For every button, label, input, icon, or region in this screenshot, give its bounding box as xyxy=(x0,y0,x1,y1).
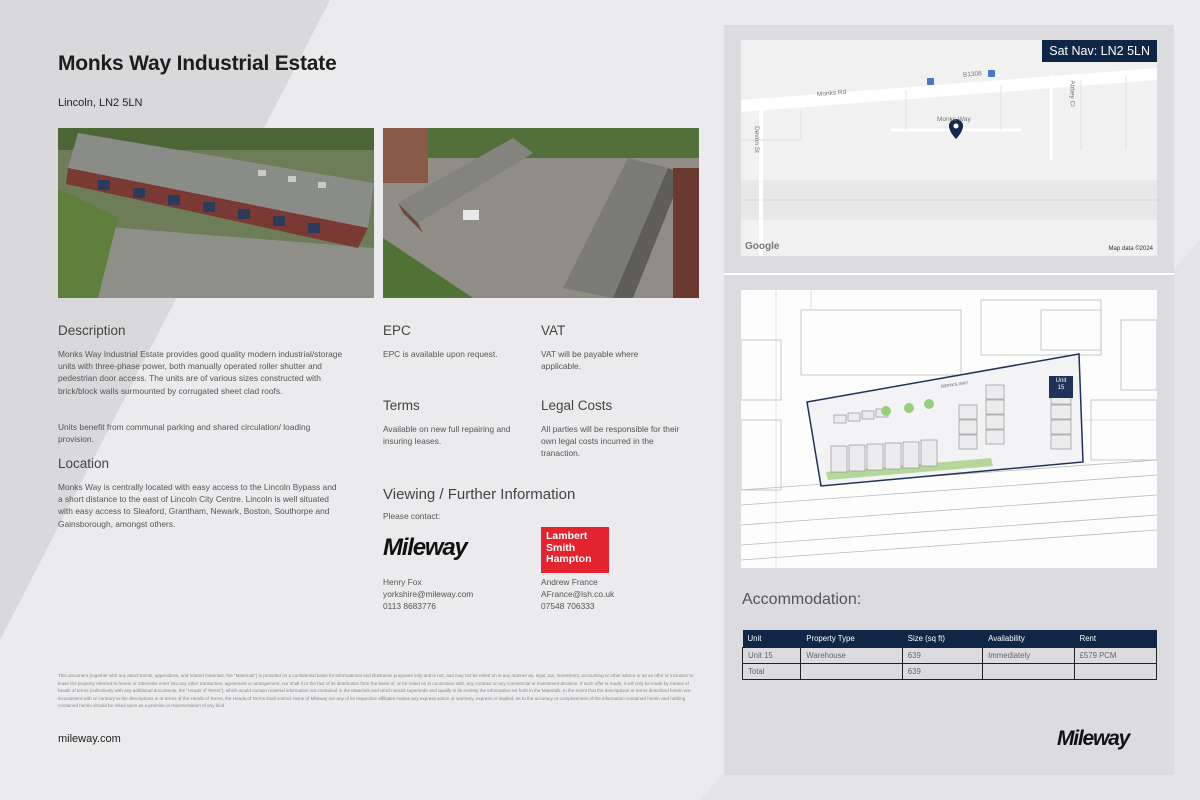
unit-label-line: 15 xyxy=(1057,385,1065,391)
map-label-road: Devon St xyxy=(752,126,760,153)
column-header: Property Type xyxy=(801,630,902,647)
map-label-road: Monks Rd xyxy=(816,88,847,99)
table-cell xyxy=(801,663,902,679)
contact-phone-lsh[interactable]: 07548 706333 xyxy=(541,601,595,611)
lsh-logo-line: Lambert xyxy=(546,530,588,542)
column-header: Rent xyxy=(1074,630,1156,647)
location-text: Monks Way is centrally located with easy access to the Lincoln Bypass and a short distance to the east of Lincoln City Centre. Lincoln is well situated with easy access to Sleaford, Grantham, Newark, Boston, Southorpe and Gainsborough, amongst others. xyxy=(58,482,337,529)
lsh-logo-line: Hampton xyxy=(546,553,592,565)
table-row xyxy=(743,663,1157,679)
description-text: Monks Way Industrial Estate provides good quality modern industrial/storage units with three-phase power, both manually operated roller shutter and pedestrian door access. The units are of various sizes constructed with brick/block walls surmounted by corrugated sheet clad roofs. xyxy=(58,349,343,396)
unit-15-label xyxy=(1051,378,1071,392)
contact-email-lsh[interactable]: AFrance@lsh.co.uk xyxy=(541,589,615,599)
lsh-logo xyxy=(541,527,609,573)
column-header: Availability xyxy=(983,630,1074,647)
table-cell xyxy=(983,663,1074,679)
vat-text: VAT will be payable where applicable. xyxy=(541,349,639,372)
description-parking-text: Units benefit from communal parking and shared circulation/ loading provision. xyxy=(58,422,311,445)
aerial-photo-yard xyxy=(383,128,699,298)
contact-prompt: Please contact: xyxy=(383,511,441,521)
accommodation-heading: Accommodation: xyxy=(742,591,862,608)
panel-divider xyxy=(724,273,1174,275)
epc-heading: EPC xyxy=(383,323,411,338)
terms-text: Available on new full repairing and insuring leases. xyxy=(383,424,511,447)
site-plan-road-label: MONKS WAY xyxy=(940,380,969,389)
description-heading: Description xyxy=(58,323,126,338)
contact-phone-mileway[interactable]: 0113 8683776 xyxy=(383,601,436,611)
contact-name-lsh: Andrew France xyxy=(541,577,598,587)
table-cell: Total xyxy=(743,663,801,679)
page-title: Monks Way Industrial Estate xyxy=(58,52,337,75)
google-logo: Google xyxy=(745,241,780,252)
sat-nav-badge: Sat Nav: LN2 5LN xyxy=(1042,40,1157,62)
lsh-logo-line: Smith xyxy=(546,541,576,554)
unit-label-line: Unit xyxy=(1055,378,1067,384)
column-header: Unit xyxy=(743,630,801,647)
property-address: Lincoln, LN2 5LN xyxy=(58,97,143,109)
table-cell: Warehouse xyxy=(801,647,902,663)
table-cell: 639 xyxy=(902,663,982,679)
map-attribution: Map data ©2024 xyxy=(1108,246,1153,252)
map-label-road: B1308 xyxy=(962,70,983,79)
column-header: Size (sq ft) xyxy=(902,630,982,647)
table-cell xyxy=(1074,663,1156,679)
mileway-footer-logo: Mileway xyxy=(1057,727,1130,750)
aerial-photo-front xyxy=(58,128,374,298)
site-plan xyxy=(741,290,1157,568)
location-map[interactable] xyxy=(741,40,1157,256)
contact-email-mileway[interactable]: yorkshire@mileway.com xyxy=(383,589,474,599)
legal-costs-text: All parties will be responsible for their own legal costs incurred in the tranaction. xyxy=(541,424,680,459)
legal-costs-heading: Legal Costs xyxy=(541,398,613,413)
epc-text: EPC is available upon request. xyxy=(383,349,498,359)
table-cell: £579 PCM xyxy=(1074,647,1156,663)
map-roads xyxy=(741,40,1157,256)
footer-website-link[interactable]: mileway.com xyxy=(58,733,121,745)
table-row xyxy=(743,647,1157,663)
table-header-row xyxy=(743,630,1157,647)
location-heading: Location xyxy=(58,456,110,471)
accommodation-table xyxy=(742,630,1157,680)
contact-name-mileway: Henry Fox xyxy=(383,577,422,587)
map-label-road: Abbey Cl xyxy=(1068,80,1076,107)
legal-disclaimer: This document (together with any attachments, appendices, and related materials, the "Materials") is provided on a confidential basis for informational and illustrative purposes only and is not, and may not be relied on in any manner as, legal, tax, investment, accounting or other advice or as an offer or inclusion to lease the property referred to herein or otherwise enter into any other transaction, agreement or arrangement, nor shall it or the fact of its distribution form the basis of, or be relied on in connection with, any contract or any commercial or investment decision. If such offer is made, it will only be made by means of heads of terms (collectively with any additional documents, the "Heads of Terms"), which would contain material information not contained in the Materials and which would supersede and qualify in its entirety the information set forth in the Materials. In the event that the descriptions or terms described herein are inconsistent with or contrary to the descriptions in or terms of the Heads of Terms, the Heads of Terms shall control. None of Mileway nor any of its respective affiliates makes any express action or warranty, express or implied, as to the accuracy or completeness of the information contained herein and nothing contained herein should be relied upon as a promise or representation of any kind. xyxy=(58,673,694,708)
mileway-logo: Mileway xyxy=(383,534,467,561)
vat-heading: VAT xyxy=(541,323,566,338)
site-plan-drawing xyxy=(741,290,1157,568)
terms-heading: Terms xyxy=(383,398,420,413)
table-cell: Unit 15 xyxy=(743,647,801,663)
map-label-road: Monks Way xyxy=(937,116,971,123)
viewing-heading: Viewing / Further Information xyxy=(383,486,576,503)
table-cell: Immediately xyxy=(983,647,1074,663)
table-cell: 639 xyxy=(902,647,982,663)
